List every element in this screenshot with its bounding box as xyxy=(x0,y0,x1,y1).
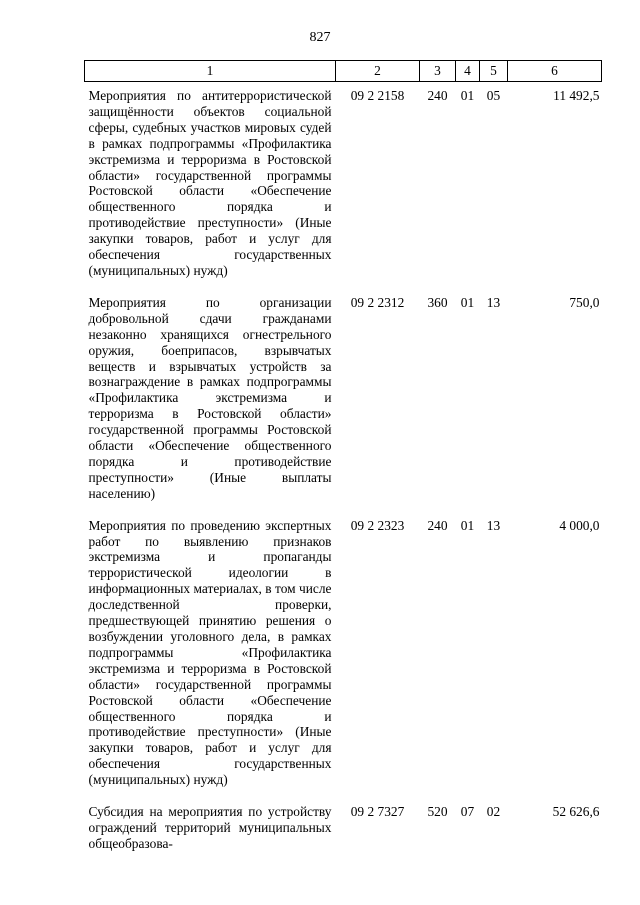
row-subsection: 13 xyxy=(486,294,501,310)
row-amount: 11 492,5 xyxy=(553,88,600,103)
row-expense-type: 240 xyxy=(427,88,448,103)
header-col-3: 3 xyxy=(420,61,456,82)
row-description: Мероприятия по организации добровольной сдачи гражданами незаконно хранящихся огнестрельного оружия, боеприпасов, взрывчатых веществ и взрывчатых устройств за вознаграждение в рамках подпрограммы «Профилактика экстремизма и терроризма в Ростовской области» государственной программы Ростовской области «Обеспечение общественного порядка и противодействие преступности» (Иные выплаты населению) xyxy=(88,294,332,501)
header-col-6: 6 xyxy=(508,61,602,82)
table-row xyxy=(85,504,602,790)
row-subsection: 02 xyxy=(486,804,501,820)
row-section: 01 xyxy=(460,294,475,310)
row-description: Мероприятия по антитеррористической защищённости объектов социальной сферы, судебных участков мировых судей в рамках подпрограммы «Профилактика экстремизма и терроризма в Ростовской области» государственной программы Ростовской области «Обеспечение общественного порядка и противодействие преступности» (Иные закупки товаров, работ и услуг для обеспечения государственных (муниципальных) нужд) xyxy=(88,88,332,278)
row-amount: 750,0 xyxy=(569,294,600,310)
header-col-4: 4 xyxy=(456,61,480,82)
row-target-code: 09 2 2323 xyxy=(350,517,405,533)
row-description: Субсидия на мероприятия по устройству ограждений территорий муниципальных общеобразова- xyxy=(88,804,332,851)
row-amount: 52 626,6 xyxy=(552,804,600,820)
header-col-1: 1 xyxy=(85,61,336,82)
budget-table xyxy=(84,60,602,854)
row-target-code: 09 2 7327 xyxy=(350,804,405,820)
header-col-5: 5 xyxy=(480,61,508,82)
table-row xyxy=(85,82,602,281)
row-target-code: 09 2 2312 xyxy=(350,294,405,310)
table-row xyxy=(85,790,602,854)
row-subsection: 05 xyxy=(486,88,501,103)
row-amount: 4 000,0 xyxy=(559,517,600,533)
table-row xyxy=(85,281,602,504)
row-description: Мероприятия по проведению экспертных работ по выявлению признаков экстремизма и пропаганды террористической идеологии в информационных материалах, в том числе доследственной проверки, предшествующей принятию решения о возбуждении уголовного дела, в рамках подпрограммы «Профилактика экстремизма и терроризма в Ростовской области» государственной программы Ростовской области «Обеспечение общественного порядка и противодействие преступности» (Иные закупки товаров, работ и услуг для обеспечения государственных (муниципальных) нужд) xyxy=(88,517,332,788)
row-expense-type: 240 xyxy=(427,517,448,533)
row-section: 01 xyxy=(460,88,475,103)
row-section: 07 xyxy=(460,804,475,820)
table-body xyxy=(85,82,602,854)
row-target-code: 09 2 2158 xyxy=(350,88,405,103)
header-col-2: 2 xyxy=(336,61,420,82)
row-expense-type: 520 xyxy=(427,804,448,820)
header-row xyxy=(85,61,602,82)
table-header xyxy=(85,61,602,82)
row-subsection: 13 xyxy=(486,517,501,533)
row-expense-type: 360 xyxy=(427,294,448,310)
row-section: 01 xyxy=(460,517,475,533)
page-number: 827 xyxy=(309,30,331,45)
